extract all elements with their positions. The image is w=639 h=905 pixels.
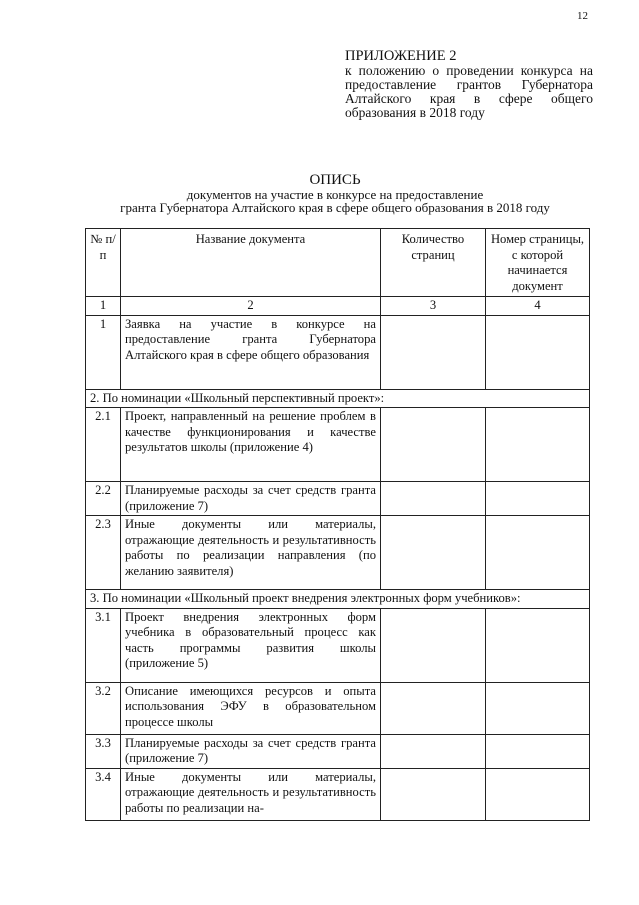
- row-document-name: Проект внедрения электронных форм учебника в образовательный процесс как часть программы развития школы (приложение 5): [121, 608, 381, 682]
- row-pages-cell: [381, 768, 486, 820]
- row-document-name: Иные документы или материалы, отражающие деятельность и результативность работы по реализации на-: [121, 768, 381, 820]
- title-line-1: ОПИСЬ: [309, 172, 361, 188]
- table-row: [86, 516, 590, 590]
- row-number: 3.4: [86, 768, 121, 820]
- row-start-page-cell: [486, 408, 590, 482]
- row-pages-cell: [381, 734, 486, 768]
- column-index: 4: [486, 297, 590, 316]
- header-pages: Количество страниц: [381, 229, 486, 297]
- column-index: 3: [381, 297, 486, 316]
- row-number: 2.2: [86, 482, 121, 516]
- document-title: [80, 172, 590, 214]
- row-number: 3.2: [86, 682, 121, 734]
- row-pages-cell: [381, 408, 486, 482]
- table-row: [86, 768, 590, 820]
- table-row: [86, 408, 590, 482]
- column-index: 1: [86, 297, 121, 316]
- appendix-heading: ПРИЛОЖЕНИЕ 2: [345, 48, 457, 64]
- row-number: 2.3: [86, 516, 121, 590]
- row-document-name: Описание имеющихся ресурсов и опыта использования ЭФУ в образовательном процессе школы: [121, 682, 381, 734]
- row-start-page-cell: [486, 734, 590, 768]
- row-pages-cell: [381, 682, 486, 734]
- title-line-3: гранта Губернатора Алтайского края в сфере общего образования в 2018 году: [120, 200, 550, 215]
- row-start-page-cell: [486, 482, 590, 516]
- row-start-page-cell: [486, 516, 590, 590]
- row-pages-cell: [381, 315, 486, 389]
- row-number: 3.1: [86, 608, 121, 682]
- header-name: Название документа: [121, 229, 381, 297]
- row-pages-cell: [381, 516, 486, 590]
- row-document-name: Иные документы или материалы, отражающие деятельность и результативность работы по реализации направления (по желанию заявителя): [121, 516, 381, 590]
- row-document-name: Планируемые расходы за счет средств гранта (приложение 7): [121, 482, 381, 516]
- section-row-2: [86, 389, 590, 408]
- row-pages-cell: [381, 482, 486, 516]
- table-row: [86, 482, 590, 516]
- appendix-block: [345, 48, 593, 120]
- table-row: [86, 682, 590, 734]
- row-document-name: Проект, направленный на решение проблем в качестве функционирования и качестве результатов школы (приложение 4): [121, 408, 381, 482]
- table-row: [86, 315, 590, 389]
- row-start-page-cell: [486, 608, 590, 682]
- table-row: [86, 734, 590, 768]
- title-line-2: документов на участие в конкурсе на предоставление: [186, 187, 484, 202]
- header-num: № п/п: [86, 229, 121, 297]
- header-start-page: Номер страницы, с которой начинается документ: [486, 229, 590, 297]
- row-document-name: Заявка на участие в конкурсе на предоставление гранта Губернатора Алтайского края в сфере общего образования: [121, 315, 381, 389]
- table-row: [86, 608, 590, 682]
- row-number: 3.3: [86, 734, 121, 768]
- row-start-page-cell: [486, 768, 590, 820]
- page-number: 12: [577, 10, 588, 22]
- section-heading: 3. По номинации «Школьный проект внедрения электронных форм учебников»:: [86, 590, 590, 609]
- section-heading: 2. По номинации «Школьный перспективный проект»:: [86, 389, 590, 408]
- row-document-name: Планируемые расходы за счет средств гранта (приложение 7): [121, 734, 381, 768]
- inventory-table: [85, 228, 590, 821]
- column-index: 2: [121, 297, 381, 316]
- column-index-row: [86, 297, 590, 316]
- row-number: 1: [86, 315, 121, 389]
- row-start-page-cell: [486, 315, 590, 389]
- row-start-page-cell: [486, 682, 590, 734]
- table-header-row: [86, 229, 590, 297]
- appendix-text: к положению о проведении конкурса на предоставление грантов Губернатора Алтайского края в сфере общего образования в 2018 году: [345, 63, 593, 120]
- row-pages-cell: [381, 608, 486, 682]
- row-number: 2.1: [86, 408, 121, 482]
- section-row-3: [86, 590, 590, 609]
